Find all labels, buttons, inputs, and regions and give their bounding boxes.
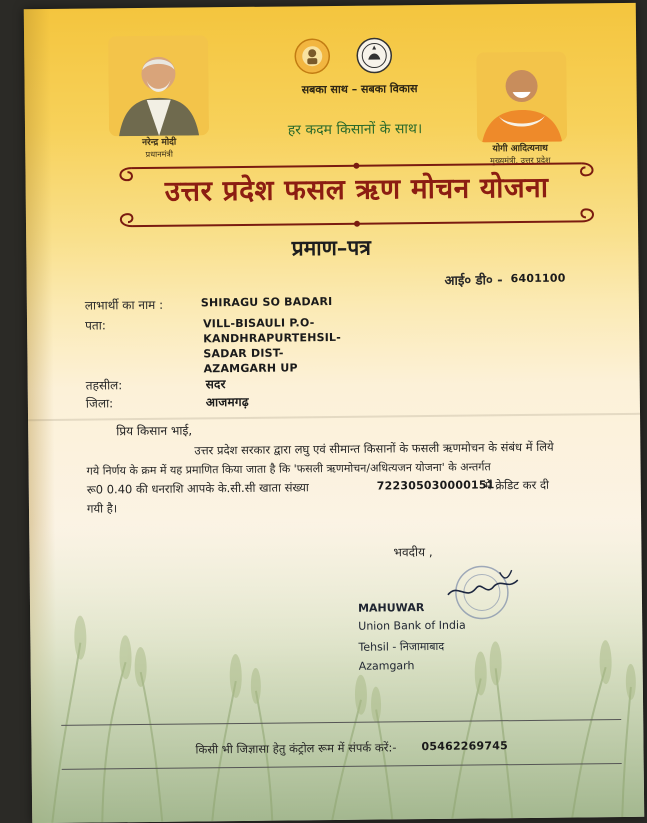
tagline: हर कदम किसानों के साथ। [287, 121, 423, 139]
party-emblem-icon [294, 38, 330, 74]
slogan: सबका साथ – सबका विकास [301, 82, 418, 97]
pm-title: प्रधानमंत्री [145, 149, 173, 159]
letter-line-1: उत्तर प्रदेश सरकार द्वारा लघु एवं सीमान्त किसानों के फसली ऋणमोचन के संबंध में लिये [194, 439, 554, 458]
footer-text: किसी भी जिज्ञासा हेतु कंट्रोल रूम में संपर्क करें:- [195, 740, 397, 757]
letter-line-2: गये निर्णय के क्रम में यह प्रमाणित किया जाता है कि 'फसली ऋणमोचन/अधित्यजन योजना' के अन्तर्गत [86, 460, 491, 478]
id-value: 6401100 [510, 271, 566, 286]
letter-line-3-suffix: में क्रेडिट कर दी [484, 477, 550, 493]
certificate-subtitle: प्रमाण–पत्र [291, 234, 371, 261]
address-label: पता: [84, 318, 106, 333]
address-line: SADAR DIST- [203, 346, 284, 361]
letter-line-4: गयी है। [86, 501, 118, 516]
signatory-city: Azamgarh [358, 659, 415, 673]
scheme-title: उत्तर प्रदेश फसल ऋण मोचन योजना [164, 170, 549, 208]
paper-crease [28, 413, 640, 421]
tehsil-label: तहसील: [85, 378, 123, 393]
account-number: 722305030000151 [376, 478, 495, 493]
footer-phone: 05462269745 [421, 739, 508, 754]
salutation: प्रिय किसान भाई, [116, 423, 193, 439]
address-line: KANDHRAPURTEHSIL- [203, 330, 342, 346]
cm-title: मुख्यमंत्री, उत्तर प्रदेश [490, 155, 551, 166]
address-line: AZAMGARH UP [203, 361, 298, 376]
closing: भवदीय , [393, 544, 433, 560]
district-label: जिला: [85, 396, 114, 411]
signatory-name: MAHUWAR [357, 601, 425, 615]
district-value: आजमगढ़ [205, 394, 249, 410]
signatory-bank: Union Bank of India [358, 618, 466, 633]
id-label: आई० डी० - [444, 273, 503, 289]
tehsil-value: सदर [205, 377, 226, 392]
signatory-tehsil: Tehsil - निजामाबाद [358, 639, 445, 654]
beneficiary-value: SHIRAGU SO BADARI [200, 295, 333, 310]
cm-portrait [476, 52, 567, 143]
beneficiary-label: लाभार्थी का नाम : [84, 297, 164, 313]
bank-stamp-signature [442, 560, 525, 621]
up-government-seal-icon [356, 37, 392, 73]
address-line: VILL-BISAULI P.O- [202, 316, 315, 331]
cm-name: योगी आदित्यनाथ [492, 143, 548, 155]
pm-name: नरेन्द्र मोदी [142, 137, 177, 148]
wheat-field-illustration [29, 517, 644, 823]
pm-portrait [108, 35, 209, 136]
letter-line-3-prefix: रू0 0.40 की धनराशि आपके के.सी.सी खाता संख्या [86, 480, 309, 497]
certificate-paper [24, 3, 644, 823]
emblem-group [292, 37, 422, 80]
